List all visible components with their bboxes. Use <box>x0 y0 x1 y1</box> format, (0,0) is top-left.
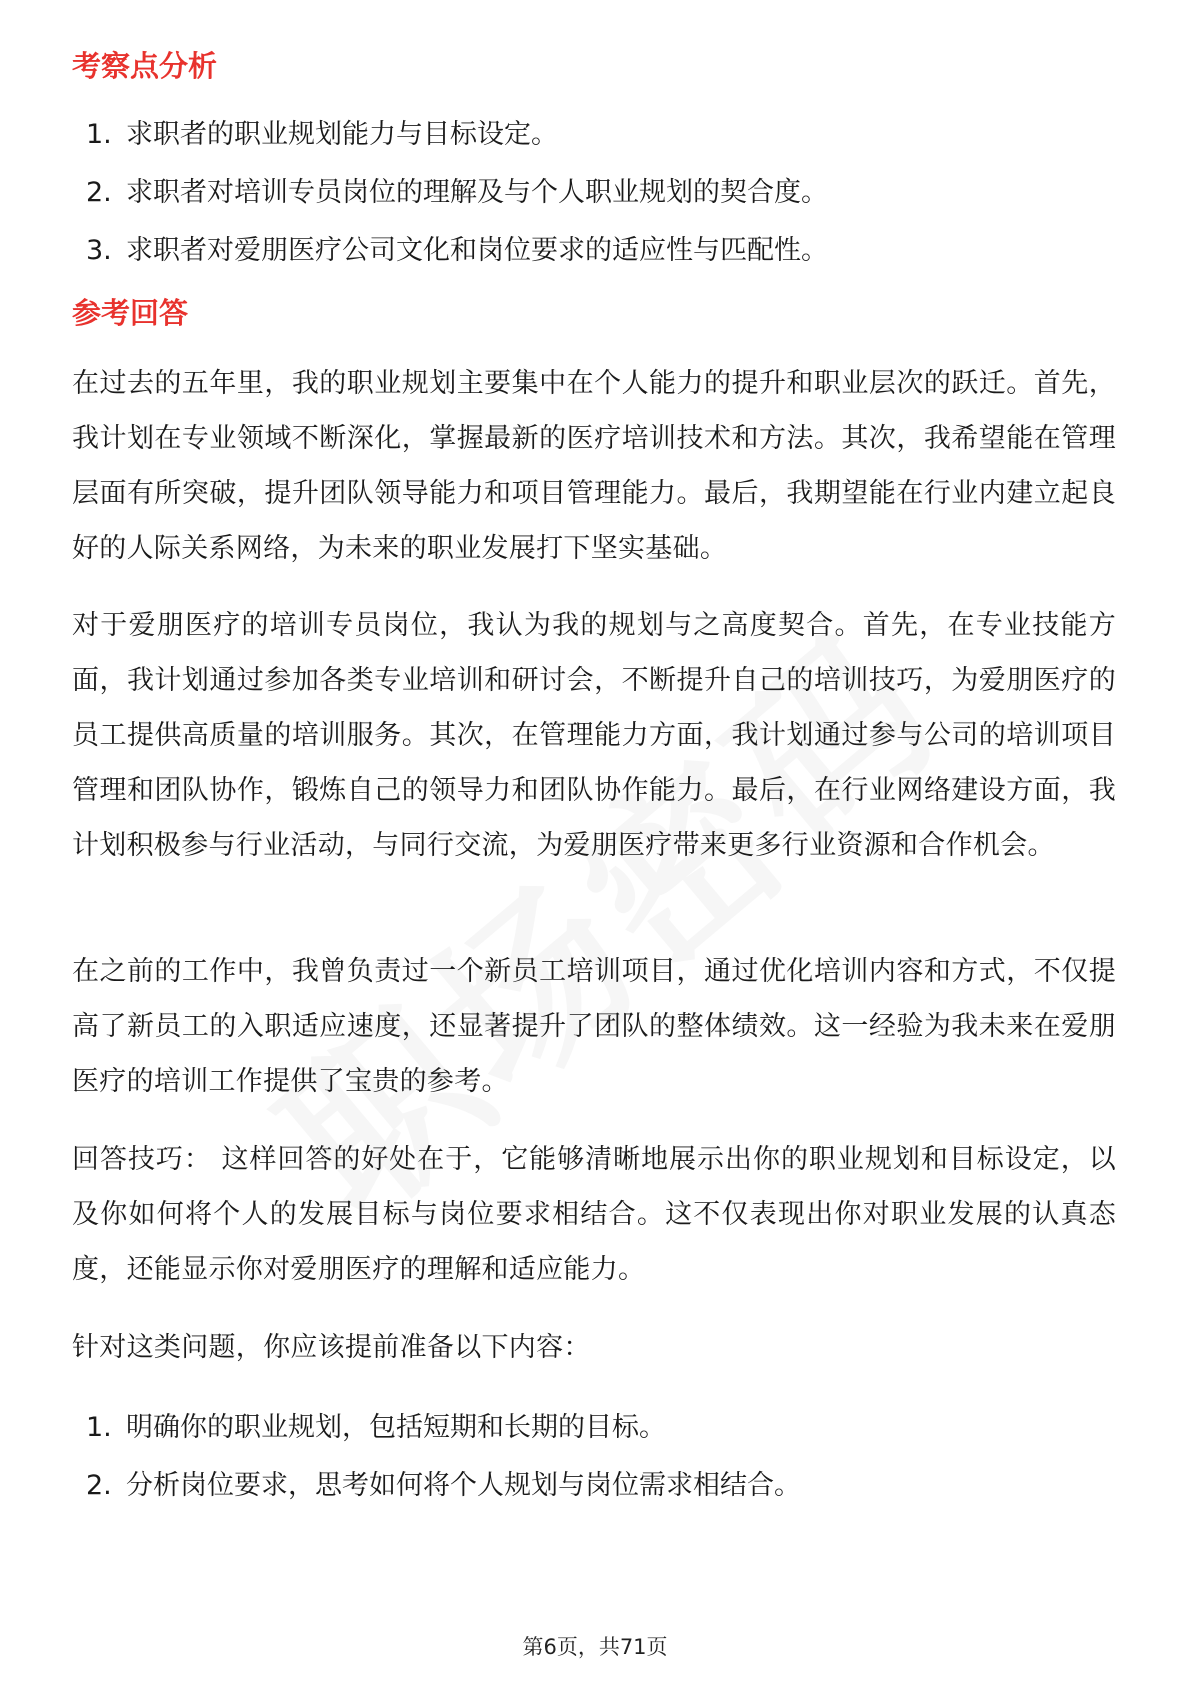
list-number: 1. <box>86 119 112 150</box>
list-text: 求职者对爱朋医疗公司文化和岗位要求的适应性与匹配性。 <box>126 235 828 266</box>
answer-paragraph: 对于爱朋医疗的培训专员岗位，我认为我的规划与之高度契合。首先，在专业技能方面，我计划通过参加各类专业培训和研讨会，不断提升自己的培训技巧，为爱朋医疗的员工提供高质量的培训服务。其次，在管理能力方面，我计划通过参与公司的培训项目管理和团队协作，锻炼自己的领导力和团队协作能力。最后，在行业网络建设方面，我计划积极参与行业活动，与同行交流，为爱朋医疗带来更多行业资源和合作机会。 <box>72 610 1116 861</box>
prep-intro: 针对这类问题，你应该提前准备以下内容： <box>72 1332 591 1363</box>
list-text: 明确你的职业规划，包括短期和长期的目标。 <box>126 1412 666 1443</box>
answer-paragraph: 在过去的五年里，我的职业规划主要集中在个人能力的提升和职业层次的跃迁。首先，我计划在专业领域不断深化，掌握最新的医疗培训技术和方法。其次，我希望能在管理层面有所突破，提升团队领导能力和项目管理能力。最后，我期望能在行业内建立起良好的人际关系网络，为未来的职业发展打下坚实基础。 <box>72 368 1116 564</box>
list-number: 3. <box>86 235 112 266</box>
list-text: 分析岗位要求，思考如何将个人规划与岗位需求相结合。 <box>126 1470 801 1501</box>
tips-paragraph: 回答技巧： 这样回答的好处在于，它能够清晰地展示出你的职业规划和目标设定，以及你如何将个人的发展目标与岗位要求相结合。这不仅表现出你对职业发展的认真态度，还能显示你对爱朋医疗的理解和适应能力。 <box>72 1144 1116 1285</box>
list-item <box>72 173 1122 231</box>
page-footer: 第6页，共71页 <box>522 1635 668 1659</box>
list-number: 2. <box>86 1470 112 1501</box>
analysis-heading: 考察点分析 <box>72 49 218 83</box>
answer-paragraph: 在之前的工作中，我曾负责过一个新员工培训项目，通过优化培训内容和方式，不仅提高了新员工的入职适应速度，还显著提升了团队的整体绩效。这一经验为我未来在爱朋医疗的培训工作提供了宝贵的参考。 <box>72 956 1116 1097</box>
list-number: 2. <box>86 177 112 208</box>
prep-list <box>72 1408 1122 1524</box>
analysis-list <box>72 115 1122 289</box>
answer-heading: 参考回答 <box>72 296 189 330</box>
list-text: 求职者对培训专员岗位的理解及与个人职业规划的契合度。 <box>126 177 828 208</box>
list-text: 求职者的职业规划能力与目标设定。 <box>126 119 558 150</box>
list-item <box>72 1408 1122 1466</box>
list-number: 1. <box>86 1412 112 1443</box>
list-item <box>72 1466 1122 1524</box>
list-item <box>72 231 1122 289</box>
list-item <box>72 115 1122 173</box>
